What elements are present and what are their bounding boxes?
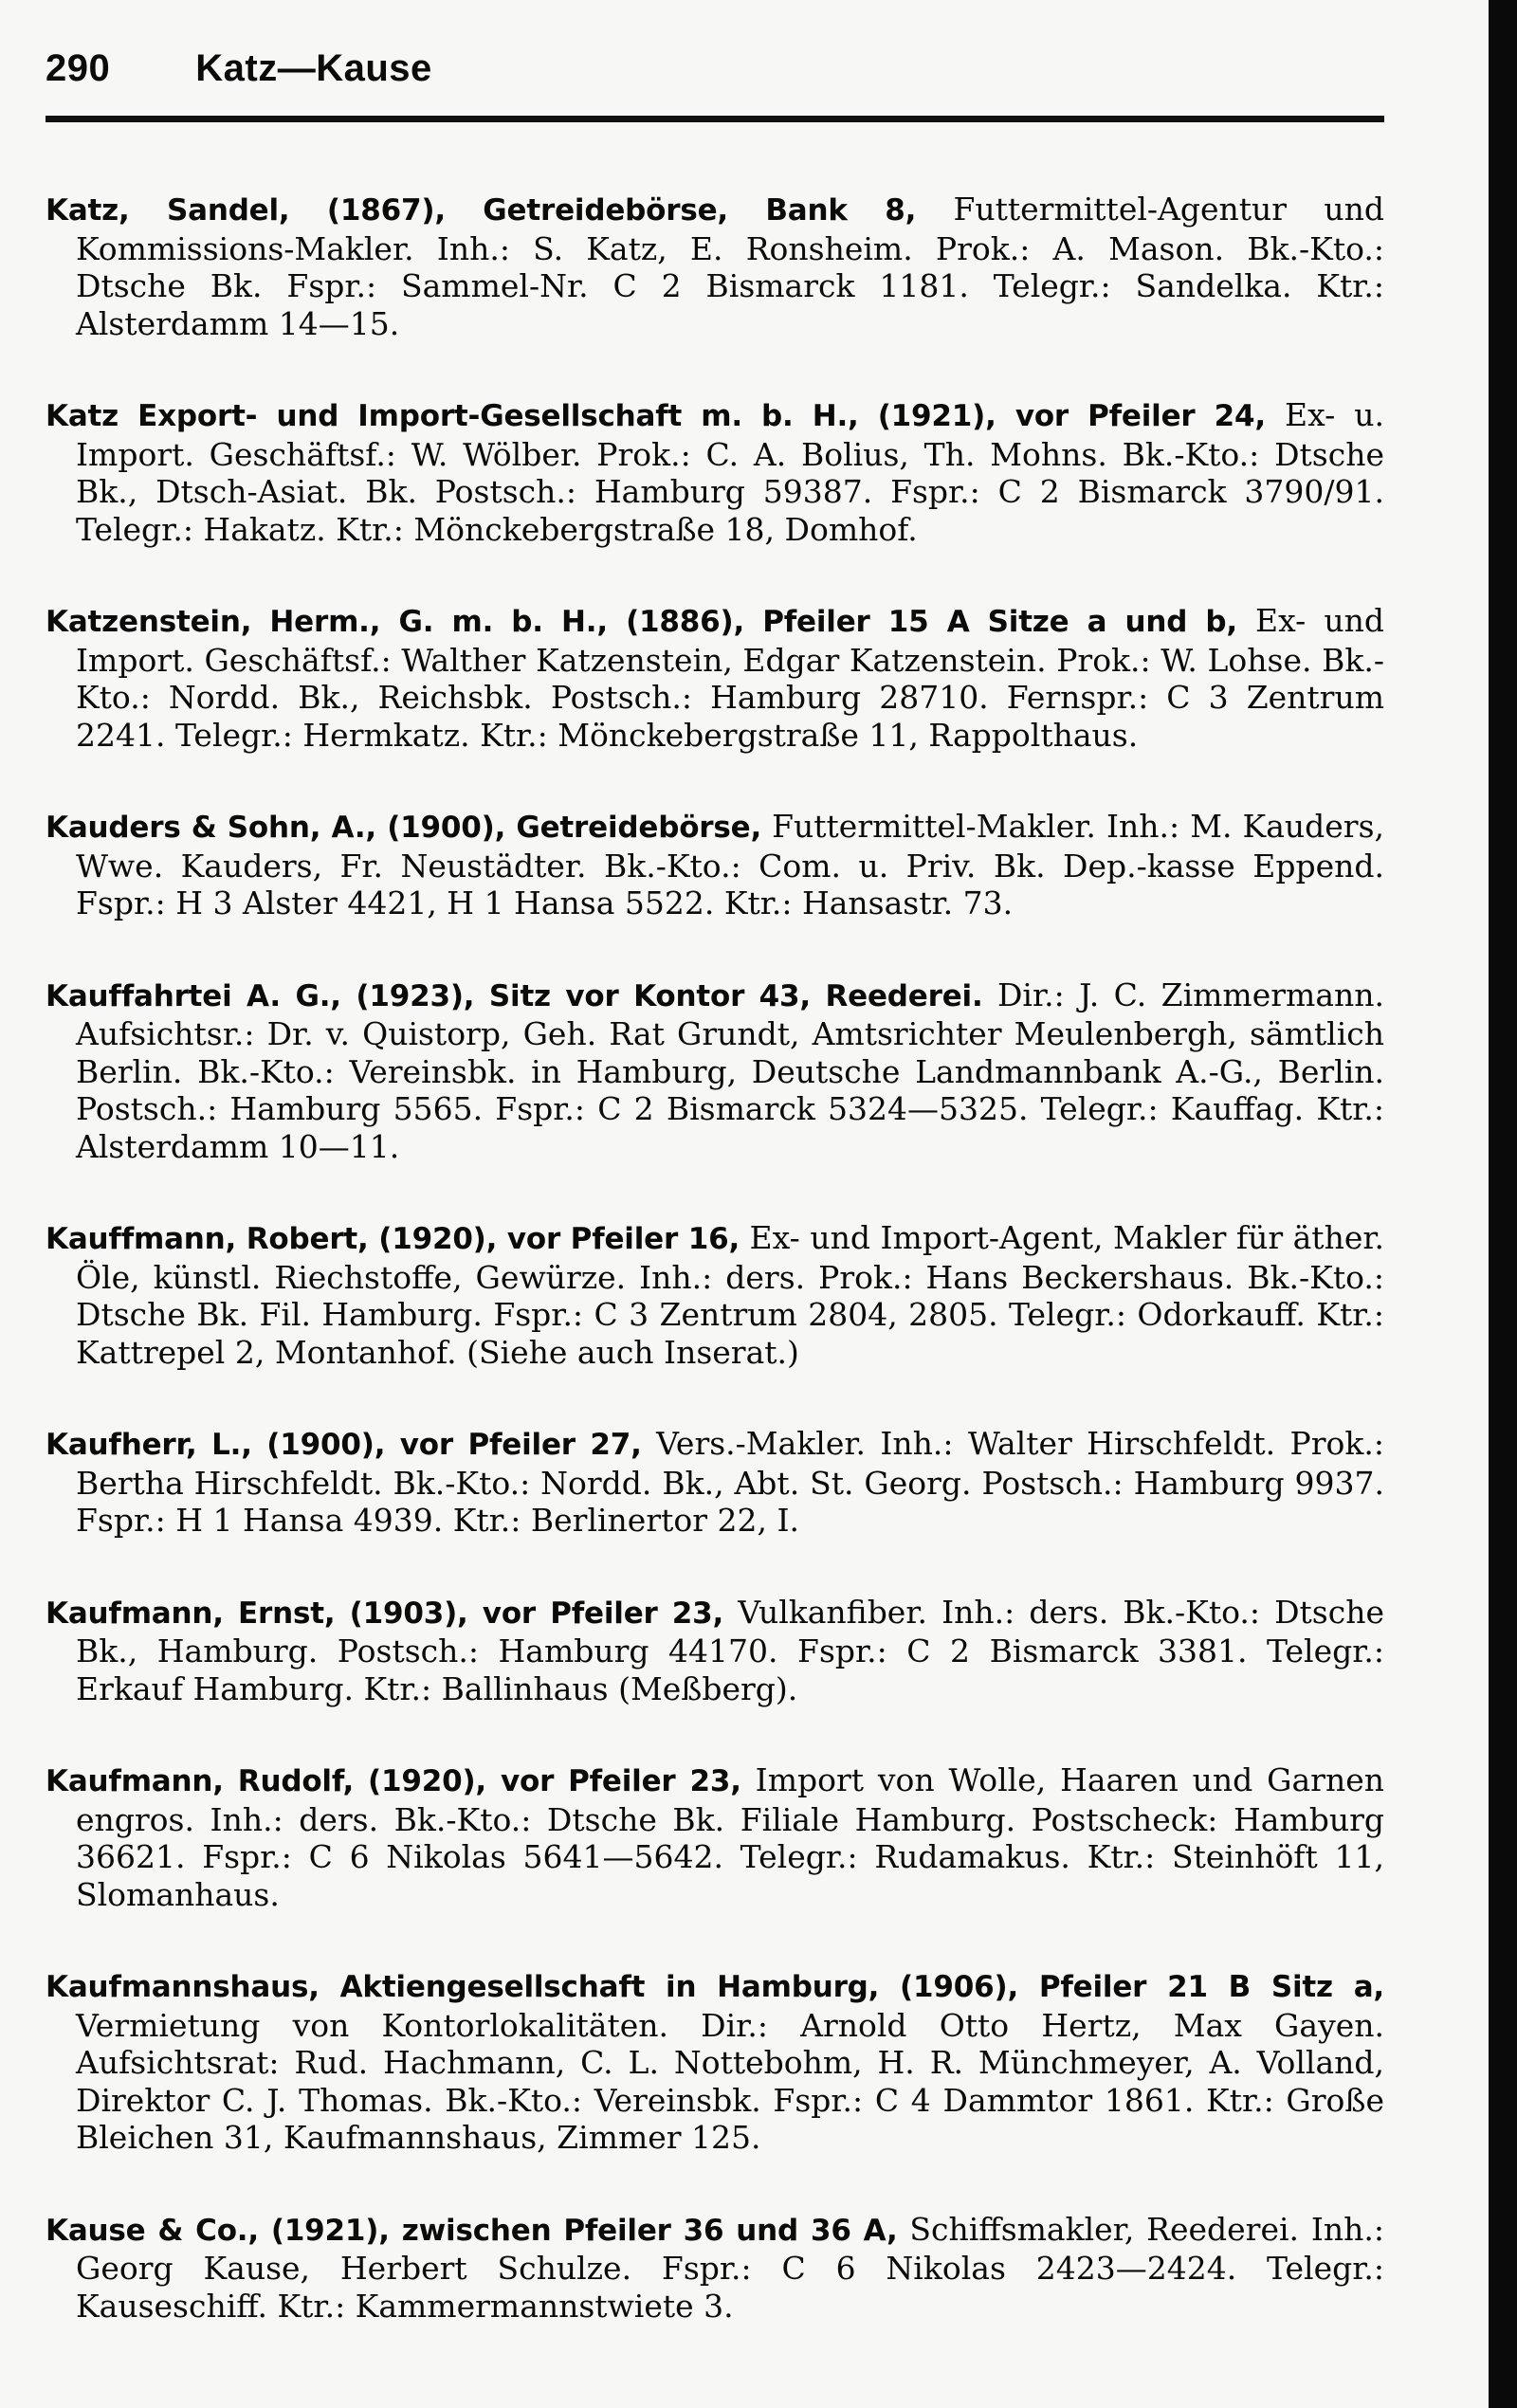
entry-katz-export: [46, 396, 1384, 548]
entry-details: Ex- und Import. Geschäftsf.: Walther Katzenstein, Edgar Katzenstein. Prok.: W. Lohse. Bk.-Kto.: Nordd. Bk., Reichsbk. Postsch.: Hamburg 28710. Fernspr.: C 3 Zentrum 2241. Telegr.: Hermkatz. Ktr.: Mönckebergstraße 11, Rappolthaus.: [76, 602, 1384, 754]
entry-heading: Kauffahrtei A. G., (1923), Sitz vor Kontor 43, Reederei.: [46, 978, 983, 1013]
entry-heading: Kaufherr, L., (1900), vor Pfeiler 27,: [46, 1428, 642, 1462]
entry-details: Ex- u. Import. Geschäftsf.: W. Wölber. Prok.: C. A. Bolius, Th. Mohns. Bk.-Kto.: Dtsche Bk., Dtsch-Asiat. Bk. Postsch.: Hamburg 59387. Fspr.: C 2 Bismarck 3790/91. Telegr.: Hakatz. Ktr.: Mönckebergstraße 18, Domhof.: [76, 396, 1385, 548]
entry-details: Import von Wolle, Haaren und Garnen engros. Inh.: ders. Bk.-Kto.: Dtsche Bk. Filiale Hamburg. Postscheck: Hamburg 36621. Fspr.: C 6 Nikolas 5641—5642. Telegr.: Rudamakus. Ktr.: Steinhöft 11, Slomanhaus.: [76, 1761, 1384, 1913]
entry-heading: Kauders & Sohn, A., (1900), Getreidebörse,: [46, 811, 762, 845]
entry-kause: [46, 2211, 1384, 2326]
entry-details: Vulkanfiber. Inh.: ders. Bk.-Kto.: Dtsche Bk., Hamburg. Postsch.: Hamburg 44170. Fspr.: C 2 Bismarck 3381. Telegr.: Erkauf Hamburg. Ktr.: Ballinhaus (Meßberg).: [76, 1593, 1384, 1707]
entry-details: Futtermittel-Agentur und Kommissions-Makler. Inh.: S. Katz, E. Ronsheim. Prok.: A. Mason. Bk.-Kto.: Dtsche Bk. Fspr.: Sammel-Nr. C 2 Bismarck 1181. Telegr.: Sandelka. Ktr.: Alsterdamm 14—15.: [76, 191, 1385, 342]
header-rule: [46, 116, 1384, 122]
entry-heading: Katzenstein, Herm., G. m. b. H., (1886), Pfeiler 15 A Sitze a und b,: [46, 605, 1237, 639]
entry-heading: Katz Export- und Import-Gesellschaft m. b. H., (1921), vor Pfeiler 24,: [46, 399, 1266, 433]
entry-details: Vermietung von Kontorlokalitäten. Dir.: Arnold Otto Hertz, Max Gayen. Aufsichtsrat: Rud. Hachmann, C. L. Nottebohm, H. R. Münchmeyer, A. Volland, Direktor C. J. Thomas. Bk.-Kto.: Vereinsbk. Fspr.: C 4 Dammtor 1861. Ktr.: Große Bleichen 31, Kaufmannshaus, Zimmer 125.: [76, 2006, 1384, 2156]
entry-details: Schiffsmakler, Reederei. Inh.: Georg Kause, Herbert Schulze. Fspr.: C 6 Nikolas 2423—2424. Telegr.: Kauseschiff. Ktr.: Kammermannstwiete 3.: [76, 2210, 1384, 2325]
entry-kaufmann-ernst: [46, 1594, 1384, 1708]
entry-katzenstein: [46, 602, 1384, 754]
entry-heading: Kause & Co., (1921), zwischen Pfeiler 36 und 36 A,: [46, 2213, 898, 2248]
entry-heading: Kaufmannshaus, Aktiengesellschaft in Hamburg, (1906), Pfeiler 21 B Sitz a,: [46, 1970, 1384, 2004]
entry-heading: Katz, Sandel, (1867), Getreidebörse, Bank 8,: [46, 193, 917, 228]
page-title: Katz—Kause: [195, 47, 432, 89]
entry-details: Dir.: J. C. Zimmermann. Aufsichtsr.: Dr. v. Quistorp, Geh. Rat Grundt, Amtsrichter Meulenbergh, sämtlich Berlin. Bk.-Kto.: Vereinsbk. in Hamburg, Deutsche Landmannbank A.-G., Berlin. Postsch.: Hamburg 5565. Fspr.: C 2 Bismarck 5324—5325. Telegr.: Kauffag. Ktr.: Alsterdamm 10—11.: [76, 976, 1384, 1165]
entry-kauffmann: [46, 1219, 1384, 1371]
entry-kaufmann-rudolf: [46, 1761, 1384, 1913]
entry-details: Vers.-Makler. Inh.: Walter Hirschfeldt. Prok.: Bertha Hirschfeldt. Bk.-Kto.: Nordd. Bk., Abt. St. Georg. Postsch.: Hamburg 9937. Fspr.: H 1 Hansa 4939. Ktr.: Berlinertor 22, I.: [76, 1425, 1384, 1539]
entry-kauders: [46, 808, 1384, 922]
entry-kauffahrtei: [46, 976, 1384, 1166]
entry-details: Ex- und Import-Agent, Makler für äther. Öle, künstl. Riechstoffe, Gewürze. Inh.: ders. Prok.: Hans Beckershaus. Bk.-Kto.: Dtsche Bk. Fil. Hamburg. Fspr.: C 3 Zentrum 2804, 2805. Telegr.: Odorkauff. Ktr.: Kattrepel 2, Montanhof. (Siehe auch Inserat.): [76, 1219, 1384, 1371]
entry-details: Futtermittel-Makler. Inh.: M. Kauders, Wwe. Kauders, Fr. Neustädter. Bk.-Kto.: Com. u. Priv. Bk. Dep.-kasse Eppend. Fspr.: H 3 Alster 4421, H 1 Hansa 5522. Ktr.: Hansastr. 73.: [76, 808, 1384, 921]
entry-heading: Kaufmann, Rudolf, (1920), vor Pfeiler 23,: [46, 1764, 741, 1798]
entry-heading: Kaufmann, Ernst, (1903), vor Pfeiler 23,: [46, 1596, 724, 1631]
page-number: 290: [46, 47, 111, 89]
entry-kaufmannshaus: [46, 1967, 1384, 2157]
entry-list: [46, 159, 1384, 2379]
entry-kaufherr: [46, 1425, 1384, 1540]
entry-katz-sandel: [46, 191, 1384, 342]
entry-heading: Kauffmann, Robert, (1920), vor Pfeiler 16,: [46, 1222, 740, 1256]
page-header: [46, 47, 1382, 90]
